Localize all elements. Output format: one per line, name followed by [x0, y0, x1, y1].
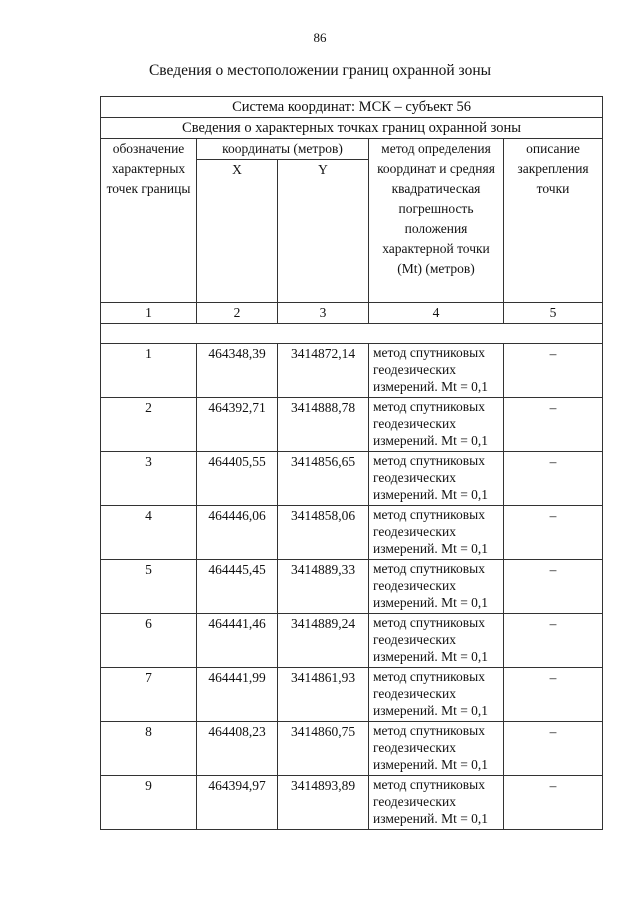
method-cell [369, 506, 504, 560]
method-line: метод спутниковых [373, 777, 485, 792]
header-x: X [197, 160, 278, 303]
header-coords-group: координаты (метров) [197, 139, 369, 160]
coord-y: 3414860,75 [278, 722, 369, 776]
method-line: метод спутниковых [373, 453, 485, 468]
method-line: геодезических [373, 362, 456, 377]
method-line: геодезических [373, 524, 456, 539]
table-row [101, 344, 603, 398]
column-number: 1 [101, 303, 197, 324]
coord-y: 3414888,78 [278, 398, 369, 452]
table-row [101, 452, 603, 506]
description-cell: – [504, 398, 603, 452]
method-line: метод спутниковых [373, 723, 485, 738]
table-row [101, 560, 603, 614]
table-row [101, 668, 603, 722]
header-method: метод определения координат и средняя квадратическая погрешность положения характерной точки (Mt) (метров) [369, 139, 504, 303]
coord-x: 464394,97 [197, 776, 278, 830]
method-line: измерений. Mt = 0,1 [373, 703, 489, 718]
description-cell: – [504, 344, 603, 398]
point-id: 5 [101, 560, 197, 614]
table-row [101, 506, 603, 560]
coord-x: 464408,23 [197, 722, 278, 776]
method-line: измерений. Mt = 0,1 [373, 541, 489, 556]
point-id: 6 [101, 614, 197, 668]
method-line: геодезических [373, 686, 456, 701]
coordinates-table [100, 96, 603, 830]
description-cell: – [504, 668, 603, 722]
description-cell: – [504, 722, 603, 776]
coord-y: 3414861,93 [278, 668, 369, 722]
description-cell: – [504, 506, 603, 560]
method-line: метод спутниковых [373, 669, 485, 684]
method-line: метод спутниковых [373, 561, 485, 576]
description-cell: – [504, 614, 603, 668]
table-row [101, 614, 603, 668]
table-row [101, 722, 603, 776]
page-number: 86 [313, 30, 327, 45]
coord-y: 3414889,33 [278, 560, 369, 614]
method-line: метод спутниковых [373, 615, 485, 630]
table-row [101, 776, 603, 830]
method-line: измерений. Mt = 0,1 [373, 595, 489, 610]
point-id: 9 [101, 776, 197, 830]
coord-x: 464441,46 [197, 614, 278, 668]
description-cell: – [504, 560, 603, 614]
method-line: измерений. Mt = 0,1 [373, 379, 489, 394]
method-cell [369, 560, 504, 614]
method-line: метод спутниковых [373, 507, 485, 522]
column-number: 4 [369, 303, 504, 324]
method-cell [369, 344, 504, 398]
method-line: измерений. Mt = 0,1 [373, 811, 489, 826]
method-line: измерений. Mt = 0,1 [373, 757, 489, 772]
method-cell [369, 776, 504, 830]
coord-y: 3414893,89 [278, 776, 369, 830]
method-line: геодезических [373, 470, 456, 485]
method-cell [369, 722, 504, 776]
description-cell: – [504, 452, 603, 506]
method-line: измерений. Mt = 0,1 [373, 433, 489, 448]
header-y: Y [278, 160, 369, 303]
method-line: метод спутниковых [373, 345, 485, 360]
method-cell [369, 614, 504, 668]
method-line: измерений. Mt = 0,1 [373, 487, 489, 502]
point-id: 8 [101, 722, 197, 776]
method-line: метод спутниковых [373, 399, 485, 414]
description-cell: – [504, 776, 603, 830]
coord-y: 3414889,24 [278, 614, 369, 668]
point-id: 2 [101, 398, 197, 452]
coord-y: 3414856,65 [278, 452, 369, 506]
document-title: Сведения о местоположении границ охранной зоны [148, 62, 492, 79]
column-number: 2 [197, 303, 278, 324]
coord-x: 464441,99 [197, 668, 278, 722]
table-row [101, 398, 603, 452]
column-number: 5 [504, 303, 603, 324]
point-id: 1 [101, 344, 197, 398]
coordinate-system-row: Система координат: МСК – субъект 56 [101, 97, 603, 118]
point-id: 4 [101, 506, 197, 560]
column-number-row [101, 303, 603, 324]
coord-x: 464446,06 [197, 506, 278, 560]
method-cell [369, 668, 504, 722]
column-number: 3 [278, 303, 369, 324]
method-line: измерений. Mt = 0,1 [373, 649, 489, 664]
method-line: геодезических [373, 794, 456, 809]
coord-x: 464392,71 [197, 398, 278, 452]
method-line: геодезических [373, 632, 456, 647]
method-line: геодезических [373, 740, 456, 755]
point-id: 7 [101, 668, 197, 722]
method-cell [369, 452, 504, 506]
coord-x: 464445,45 [197, 560, 278, 614]
header-point: обозначение характерных точек границы [101, 139, 197, 303]
method-line: геодезических [373, 578, 456, 593]
empty-row [101, 324, 603, 344]
coord-y: 3414872,14 [278, 344, 369, 398]
point-id: 3 [101, 452, 197, 506]
method-line: геодезических [373, 416, 456, 431]
coord-x: 464348,39 [197, 344, 278, 398]
coord-x: 464405,55 [197, 452, 278, 506]
header-description: описание закрепления точки [504, 139, 603, 303]
coord-y: 3414858,06 [278, 506, 369, 560]
section-title-row: Сведения о характерных точках границ охранной зоны [101, 118, 603, 139]
method-cell [369, 398, 504, 452]
empty-cell [101, 324, 603, 344]
